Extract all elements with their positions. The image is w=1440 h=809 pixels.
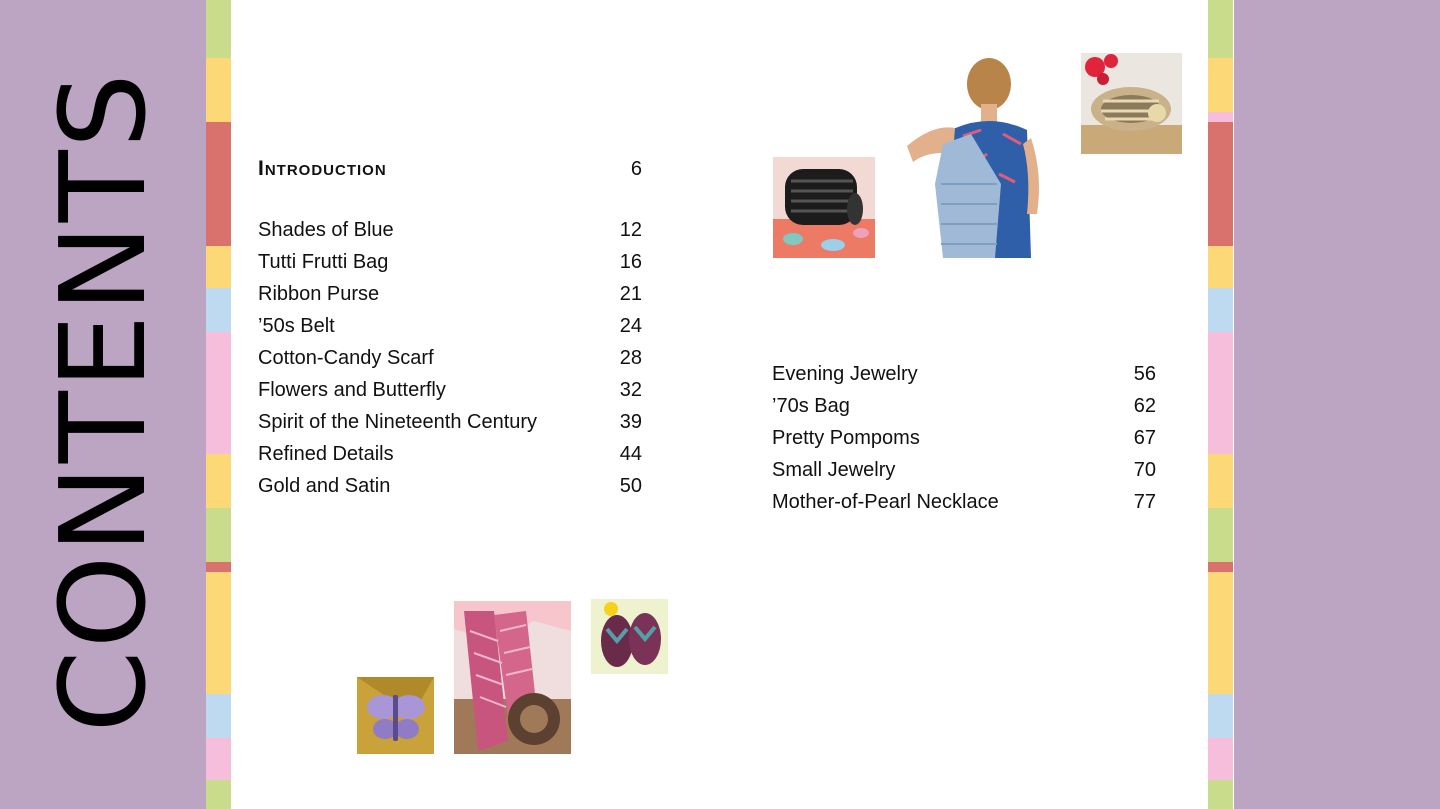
toc-entry-title: ’70s Bag	[772, 395, 850, 417]
toc-entry-title: Gold and Satin	[258, 475, 391, 497]
toc-entry-title: Refined Details	[258, 443, 394, 465]
toc-entry-page: 16	[619, 251, 642, 273]
toc-entry-page: 24	[619, 315, 642, 337]
toc-entry-title: Pretty Pompoms	[772, 427, 920, 449]
toc-introduction-label: Introduction	[258, 157, 387, 180]
toc-entry[interactable]	[258, 443, 642, 475]
toc-entry-title: Shades of Blue	[258, 219, 394, 241]
toc-entry-page: 56	[1133, 363, 1156, 385]
toc-entry[interactable]	[258, 251, 642, 283]
toc-entry-title: Small Jewelry	[772, 459, 896, 481]
toc-introduction[interactable]	[258, 157, 642, 181]
toc-entry[interactable]	[258, 379, 642, 411]
black-macrame-cuff-photo	[773, 157, 875, 258]
toc-entry[interactable]	[258, 283, 642, 315]
toc-entry-page: 70	[1133, 459, 1156, 481]
toc-entry[interactable]	[772, 459, 1156, 491]
toc-entry-title: Mother-of-Pearl Necklace	[772, 491, 999, 513]
pink-macrame-belt-photo	[454, 601, 571, 754]
gold-bracelet-photo	[1081, 53, 1182, 154]
toc-entry[interactable]	[772, 363, 1156, 395]
color-stripe-right	[1208, 0, 1233, 809]
toc-entry-title: Tutti Frutti Bag	[258, 251, 389, 273]
woman-with-macrame-bag-photo	[903, 54, 1047, 258]
toc-entry-page: 44	[619, 443, 642, 465]
toc-entry-title: Spirit of the Nineteenth Century	[258, 411, 538, 433]
contents-heading	[0, 0, 206, 809]
toc-entry[interactable]	[258, 411, 642, 443]
toc-entry-page: 62	[1133, 395, 1156, 417]
color-stripe-left	[206, 0, 231, 809]
toc-entry-title: Flowers and Butterfly	[258, 379, 446, 401]
butterfly-brooch-photo	[357, 677, 434, 754]
toc-entry[interactable]	[258, 315, 642, 347]
toc-entry[interactable]	[772, 491, 1156, 523]
contents-heading-text: CONTENTS	[34, 71, 172, 733]
toc-introduction-page: 6	[630, 158, 642, 180]
toc-entry-title: ’50s Belt	[258, 315, 335, 337]
toc-entry-title: Ribbon Purse	[258, 283, 380, 305]
toc-entry-page: 67	[1133, 427, 1156, 449]
toc-entry[interactable]	[772, 395, 1156, 427]
toc-entry-page: 39	[619, 411, 642, 433]
toc-entry[interactable]	[258, 475, 642, 507]
beaded-flip-flops-photo	[591, 599, 668, 674]
toc-list-right	[772, 363, 1156, 523]
toc-entry-title: Cotton-Candy Scarf	[258, 347, 434, 369]
toc-list-left	[258, 219, 642, 507]
toc-entry-page: 28	[619, 347, 642, 369]
toc-entry[interactable]	[258, 347, 642, 379]
toc-entry[interactable]	[258, 219, 642, 251]
toc-entry-page: 50	[619, 475, 642, 497]
toc-entry-page: 77	[1133, 491, 1156, 513]
toc-entry-page: 12	[619, 219, 642, 241]
toc-entry-page: 32	[619, 379, 642, 401]
toc-entry-title: Evening Jewelry	[772, 363, 918, 385]
toc-entry[interactable]	[772, 427, 1156, 459]
toc-entry-page: 21	[619, 283, 642, 305]
